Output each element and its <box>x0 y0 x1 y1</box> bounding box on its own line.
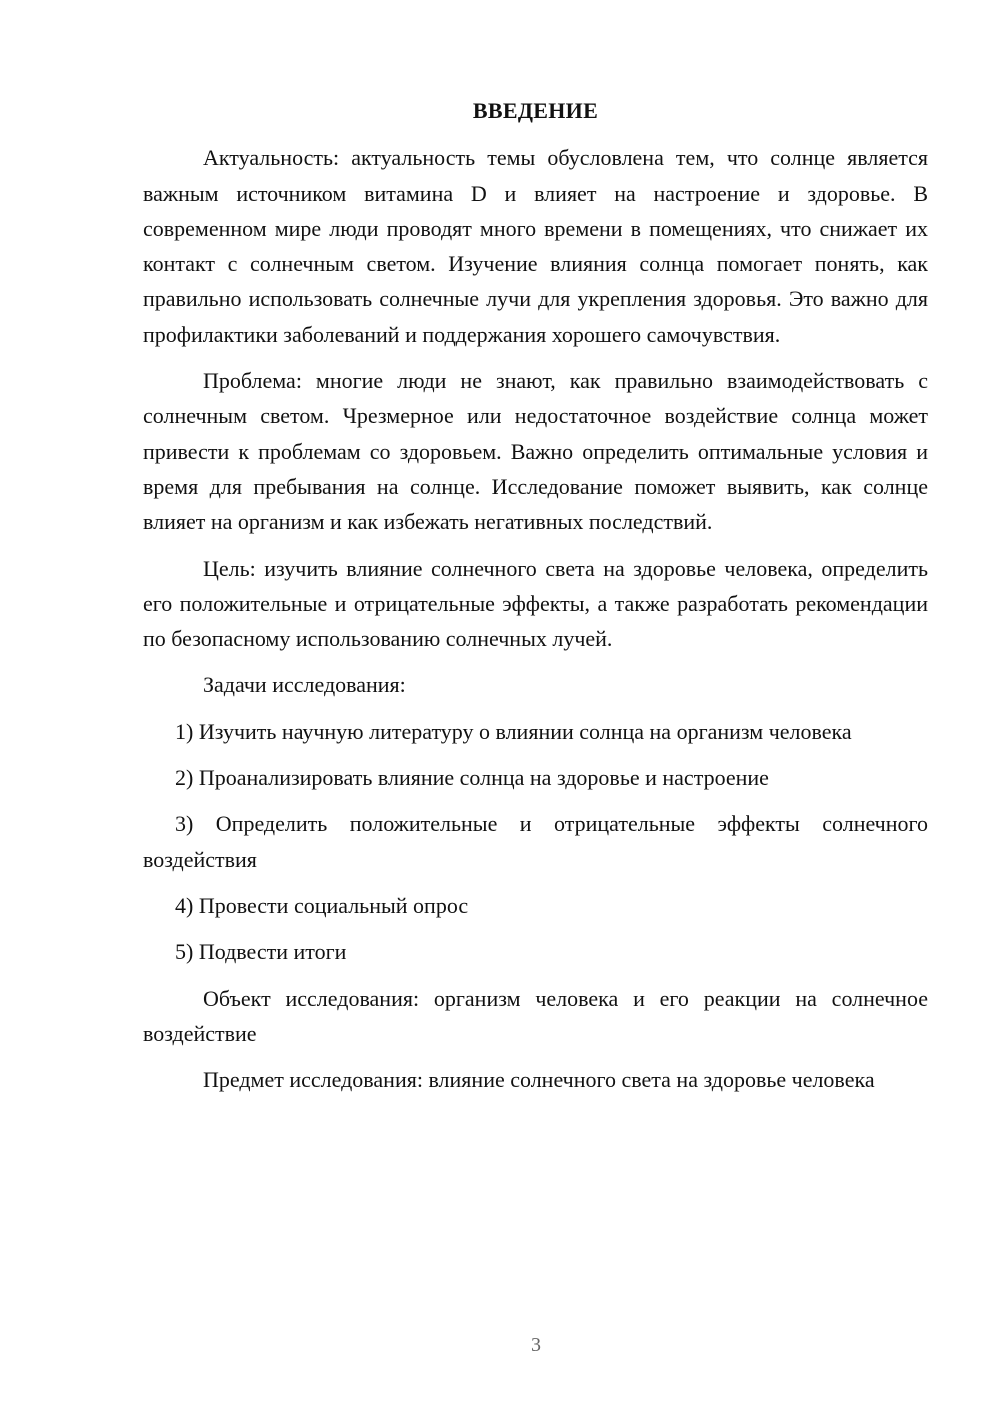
goal-paragraph: Цель: изучить влияние солнечного света на здоровье человека, определить его положительные и отрицательные эффекты, а также разработать рекомендации по безопасному использованию солнечных лучей. <box>143 555 928 652</box>
relevance-paragraph: Актуальность: актуальность темы обусловлена тем, что солнце является важным источником витамина D и влияет на настроение и здоровье. В современном мире люди проводят много времени в помещениях, что снижает их контакт с солнечным светом. Изучение влияния солнца помогает понять, как правильно использовать солнечные лучи для укрепления здоровья. Это важно для профилактики заболеваний и поддержания хорошего самочувствия. <box>143 145 928 347</box>
page-content <box>143 93 928 1108</box>
page-number: 3 <box>531 1334 541 1356</box>
task-item: 3) Определить положительные и отрицательные эффекты солнечного воздействия <box>143 811 928 872</box>
tasks-heading: Задачи исследования: <box>203 672 406 698</box>
task-item: 5) Подвести итоги <box>175 939 347 965</box>
problem-paragraph: Проблема: многие люди не знают, как правильно взаимодействовать с солнечным светом. Чрезмерное или недостаточное воздействие солнца может привести к проблемам со здоровьем. Важно определить оптимальные условия и время для пребывания на солнце. Исследование поможет выявить, как солнце влияет на организм и как избежать негативных последствий. <box>143 368 928 535</box>
task-item: 2) Проанализировать влияние солнца на здоровье и настроение <box>175 765 769 791</box>
task-item: 4) Провести социальный опрос <box>175 892 469 918</box>
subject-paragraph: Предмет исследования: влияние солнечного света на здоровье человека <box>203 1067 875 1093</box>
object-paragraph: Объект исследования: организм человека и его реакции на солнечное воздействие <box>143 985 928 1046</box>
page-title: ВВЕДЕНИЕ <box>472 98 599 123</box>
task-item: 1) Изучить научную литературу о влиянии солнца на организм человека <box>175 718 852 744</box>
